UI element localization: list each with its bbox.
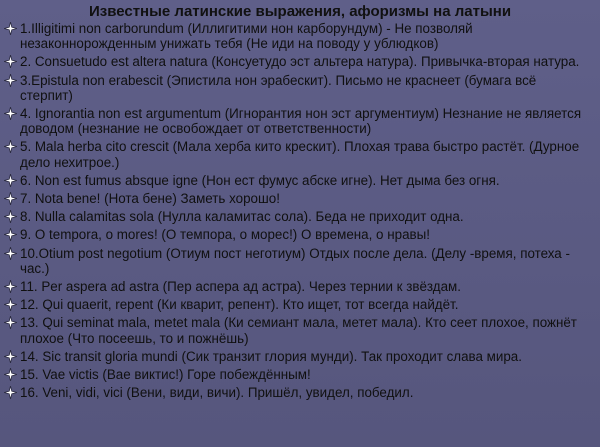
four-point-star-icon	[4, 22, 17, 35]
aphorism-item-4	[0, 106, 600, 136]
aphorism-text: 6. Non est fumus absque igne (Нон ест фумус абске игне). Нет дыма без огня.	[20, 172, 500, 188]
aphorism-item-12	[0, 297, 600, 312]
aphorism-item-9	[0, 227, 600, 242]
four-point-star-icon	[4, 228, 17, 241]
aphorism-item-11	[0, 279, 600, 294]
aphorism-item-7	[0, 191, 600, 206]
aphorism-item-1	[0, 21, 600, 51]
four-point-star-icon	[4, 386, 17, 399]
aphorism-item-6	[0, 173, 600, 188]
four-point-star-icon	[4, 368, 17, 381]
aphorism-text: 1.Illigitimi non carborundum (Иллигитими нон карборундум) - Не позволяй незаконнорожденным унижать тебя (Не иди на поводу у ублюдков)	[20, 21, 473, 52]
aphorism-text: 11. Per aspera ad astra (Пер аспера ад астра). Через тернии к звёздам.	[20, 279, 461, 295]
aphorism-item-3	[0, 73, 600, 103]
slide-title: Известные латинские выражения, афоризмы на латыни	[88, 3, 512, 20]
aphorism-item-2	[0, 54, 600, 69]
four-point-star-icon	[4, 316, 17, 329]
four-point-star-icon	[4, 107, 17, 120]
four-point-star-icon	[4, 140, 17, 153]
aphorism-text: 12. Qui quaerit, repent (Ки кварит, репент). Кто ищет, тот всегда найдёт.	[20, 297, 459, 313]
four-point-star-icon	[4, 74, 17, 87]
aphorism-text: 2. Consuetudo est altera natura (Консуетудо эст альтера натура). Привычка-вторая натура.	[20, 54, 580, 70]
four-point-star-icon	[4, 298, 17, 311]
aphorism-text: 10.Otium post negotium (Отиум пост неготиум) Отдых после дела. (Делу -время, потеха - час.)	[20, 245, 570, 276]
aphorism-item-5	[0, 139, 600, 169]
aphorism-text: 16. Veni, vidi, vici (Вени, види, вичи). Пришёл, увидел, победил.	[20, 385, 414, 401]
aphorism-text: 7. Nota bene! (Нота бене) Заметь хорошо!	[20, 191, 280, 207]
aphorism-item-13	[0, 315, 600, 345]
four-point-star-icon	[4, 350, 17, 363]
aphorism-text: 8. Nulla calamitas sola (Нулла каламитас сола). Беда не приходит одна.	[20, 209, 464, 225]
aphorism-text: 14. Sic transit gloria mundi (Сик транзит глория мунди). Так проходит слава мира.	[20, 348, 522, 364]
aphorism-text: 4. Ignorantia non est argumentum (Игнорантия нон эст аргументиум) Незнание не является доводом (незнание не освобождает от ответственности)	[20, 106, 582, 137]
aphorism-list	[0, 21, 600, 403]
aphorism-text: 9. O tempora, o mores! (О темпора, о морес!) О времена, о нравы!	[20, 227, 430, 243]
four-point-star-icon	[4, 280, 17, 293]
aphorism-item-16	[0, 385, 600, 400]
aphorism-text: 13. Qui seminat mala, metet mala (Ки семиант мала, метет мала). Кто сеет плохое, пожнёт плохое (Что посеешь, то и пожнёшь)	[20, 315, 577, 346]
aphorism-item-15	[0, 367, 600, 382]
four-point-star-icon	[4, 55, 17, 68]
aphorism-text: 3.Epistula non erabescit (Эпистила нон эрабескит). Письмо не краснеет (бумага всё стерпит)	[20, 72, 537, 103]
aphorism-item-10	[0, 246, 600, 276]
four-point-star-icon	[4, 210, 17, 223]
four-point-star-icon	[4, 174, 17, 187]
four-point-star-icon	[4, 192, 17, 205]
aphorism-item-14	[0, 349, 600, 364]
aphorism-item-8	[0, 209, 600, 224]
four-point-star-icon	[4, 247, 17, 260]
aphorism-text: 5. Mala herba cito crescit (Мала херба кито крескит). Плохая трава быстро растёт. (Дурное дело нехитрое.)	[20, 139, 580, 170]
aphorism-text: 15. Vae victis (Вае виктис!) Горе побеждённым!	[20, 367, 311, 383]
